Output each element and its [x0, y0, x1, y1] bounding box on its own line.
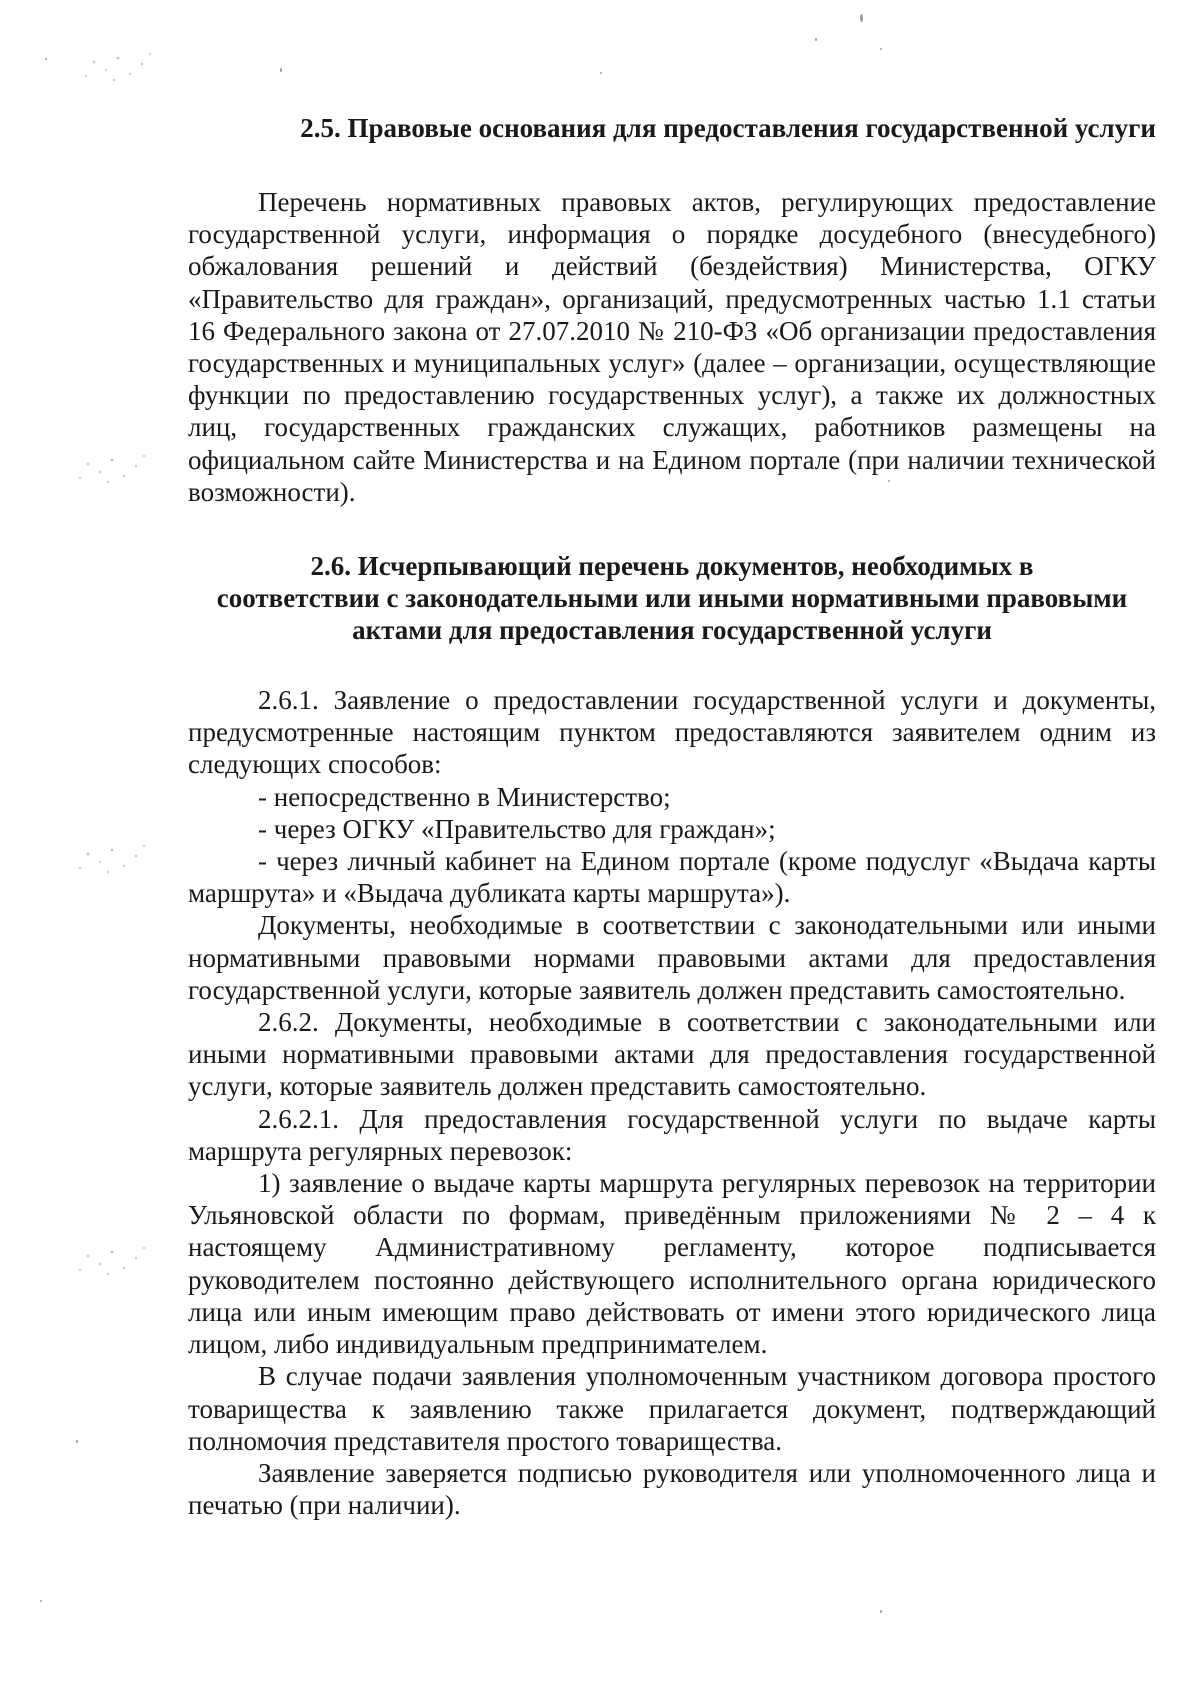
scan-speck — [280, 68, 282, 72]
section-2-6-heading — [188, 550, 1156, 646]
section-2-6-heading-line: соответствии с законодательными или иными нормативными правовыми — [216, 583, 1128, 614]
scan-smudge — [78, 46, 158, 86]
submission-method-item: - непосредственно в Министерство; — [258, 781, 671, 812]
paragraph-simple-partnership: В случае подачи заявления уполномоченным участником договора простого товарищества к заявлению также прилагается документ, подтверждающий полномочия представителя простого товарищества. — [188, 1361, 1156, 1456]
paragraph-2-6-2: 2.6.2. Документы, необходимые в соответствии с законодательными или иными нормативными правовыми актами для предоставления государственной услуги, которые заявитель должен представить самостоятельно. — [188, 1007, 1156, 1102]
scan-speck — [76, 1440, 78, 1443]
scan-speck — [600, 72, 602, 74]
scan-speck — [45, 58, 47, 60]
paragraph-certification: Заявление заверяется подписью руководителя или уполномоченного лица и печатью (при наличии). — [188, 1457, 1156, 1521]
section-2-5-paragraph: Перечень нормативных правовых актов, регулирующих предоставление государственной услуги, информация о порядке досудебного (внесудебного) обжалования решений и действий (бездействия) Министерства, ОГКУ «Правительство для граждан», организаций, предусмотренных частью 1.1 статьи 16 Федерального закона от 27.07.2010 № 210-ФЗ «Об организации предоставления государственных и муниципальных услуг» (далее – организации, осуществляющие функции по предоставлению государственных услуг), а также их должностных лиц, государственных гражданских служащих, работников размещены на официальном сайте Министерства и на Едином портале (при наличии технической возможности). — [188, 187, 1156, 507]
scan-speck — [880, 1610, 882, 1613]
section-2-6-heading-line: 2.6. Исчерпывающий перечень документов, необходимых в — [310, 551, 1034, 582]
scan-speck — [860, 14, 863, 22]
scan-smudge — [72, 448, 152, 488]
paragraph-2-6-1: 2.6.1. Заявление о предоставлении государственной услуги и документы, предусмотренные настоящим пунктом предоставляются заявителем одним из следующих способов: — [188, 685, 1156, 780]
scan-smudge — [72, 1240, 152, 1280]
scan-speck — [40, 1600, 42, 1602]
submission-method-item: - через личный кабинет на Едином портале (кроме подуслуг «Выдача карты маршрута» и «Выдача дубликата карты маршрута»). — [188, 846, 1156, 909]
paragraph-2-6-2-1: 2.6.2.1. Для предоставления государственной услуги по выдаче карты маршрута регулярных перевозок: — [188, 1103, 1156, 1166]
document-body — [188, 112, 1156, 1521]
scan-speck — [880, 48, 882, 50]
scan-speck — [815, 38, 817, 41]
paragraph-documents: Документы, необходимые в соответствии с законодательными или иными нормативными правовыми нормами правовыми актами для предоставления государственной услуги, которые заявитель должен представить самостоятельно. — [188, 910, 1156, 1005]
scan-smudge — [72, 838, 152, 878]
section-2-6-heading-line: актами для предоставления государственной услуги — [352, 615, 992, 646]
paragraph-item-1: 1) заявление о выдаче карты маршрута регулярных перевозок на территории Ульяновской области по формам, приведённым приложениями № 2 – 4 к настоящему Административному регламенту, которое подписывается руководителем постоянно действующего исполнительного органа юридического лица или иным имеющим право действовать от имени этого юридического лица лицом, либо индивидуальным предпринимателем. — [188, 1168, 1156, 1360]
section-2-5-heading: 2.5. Правовые основания для предоставления государственной услуги — [300, 113, 1156, 143]
submission-method-item: - через ОГКУ «Правительство для граждан»; — [258, 813, 776, 844]
